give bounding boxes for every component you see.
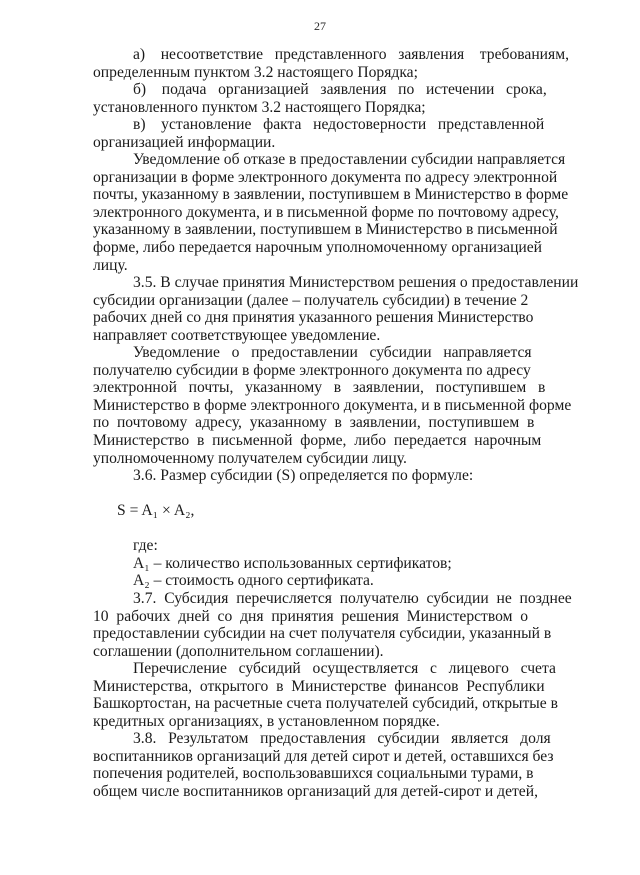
paragraph-transfer: Перечисление субсидий осуществляется с лицевого счета Министерства, открытого в Министерстве финансов Республики Башкортостан, на расчетные счета получателей субсидий, открытые в кредитных организациях, в установленном порядке. [93, 660, 558, 730]
formula-var-a2: A₂ – стоимость одного сертификата. [133, 572, 374, 590]
subsidy-formula: S = A₁ × A₂, [117, 502, 195, 520]
paragraph-grant-notice: Уведомление о предоставлении субсидии направляется получателю субсидии в форме электронного документа по адресу электронной почты, указанному в заявлении, поступившем в Министерство в форме электронного документа, и в письменной форме по почтовому адресу, указанному в заявлении, поступившем в Министерство в письменной форме, либо передается нарочным уполномоченному получателем субсидии лицу. [93, 344, 572, 467]
formula-var-a1: A₁ – количество использованных сертификатов; [133, 554, 452, 572]
page-number: 27 [314, 19, 326, 33]
paragraph-3-6: 3.6. Размер субсидии (S) определяется по формуле: [133, 467, 474, 485]
spacer [93, 520, 600, 538]
paragraph-reason-c: в) установление факта недостоверности представленной организацией информации. [93, 116, 545, 151]
paragraph-3-7: 3.7. Субсидия перечисляется получателю субсидии не позднее 10 рабочих дней со дня принятия решения Министерством о предоставлении субсидии на счет получателя субсидии, указанный в соглашении (дополнительном соглашении). [93, 589, 572, 660]
paragraph-3-8: 3.8. Результатом предоставления субсидии является доля воспитанников организаций для детей сирот и детей, оставшихся без попечения родителей, воспользовавшихся социальными турами, в общем числе воспитанников организаций для детей-сирот и детей, [93, 730, 554, 800]
document-body [93, 46, 600, 801]
paragraph-refusal-notice: Уведомление об отказе в предоставлении субсидии направляется организации в форме электронного документа по адресу электронной почты, указанному в заявлении, поступившем в Министерство в форме электронного документа, и в письменной форме по почтовому адресу, указанному в заявлении, поступившем в Министерство в письменной форме, либо передается нарочным уполномоченному организацией лицу. [93, 151, 569, 274]
formula-where: где: [133, 537, 158, 555]
paragraph-reason-b: б) подача организацией заявления по истечении срока, установленного пунктом 3.2 настоящего Порядка; [93, 81, 547, 116]
spacer [93, 485, 600, 503]
paragraph-3-5: 3.5. В случае принятия Министерством решения о предоставлении субсидии организации (далее – получатель субсидии) в течение 2 рабочих дней со дня принятия указанного решения Министерство направляет соответствующее уведомление. [93, 274, 579, 344]
paragraph-reason-a: а) несоответствие представленного заявления требованиям, определенным пунктом 3.2 настоящего Порядка; [93, 46, 569, 81]
